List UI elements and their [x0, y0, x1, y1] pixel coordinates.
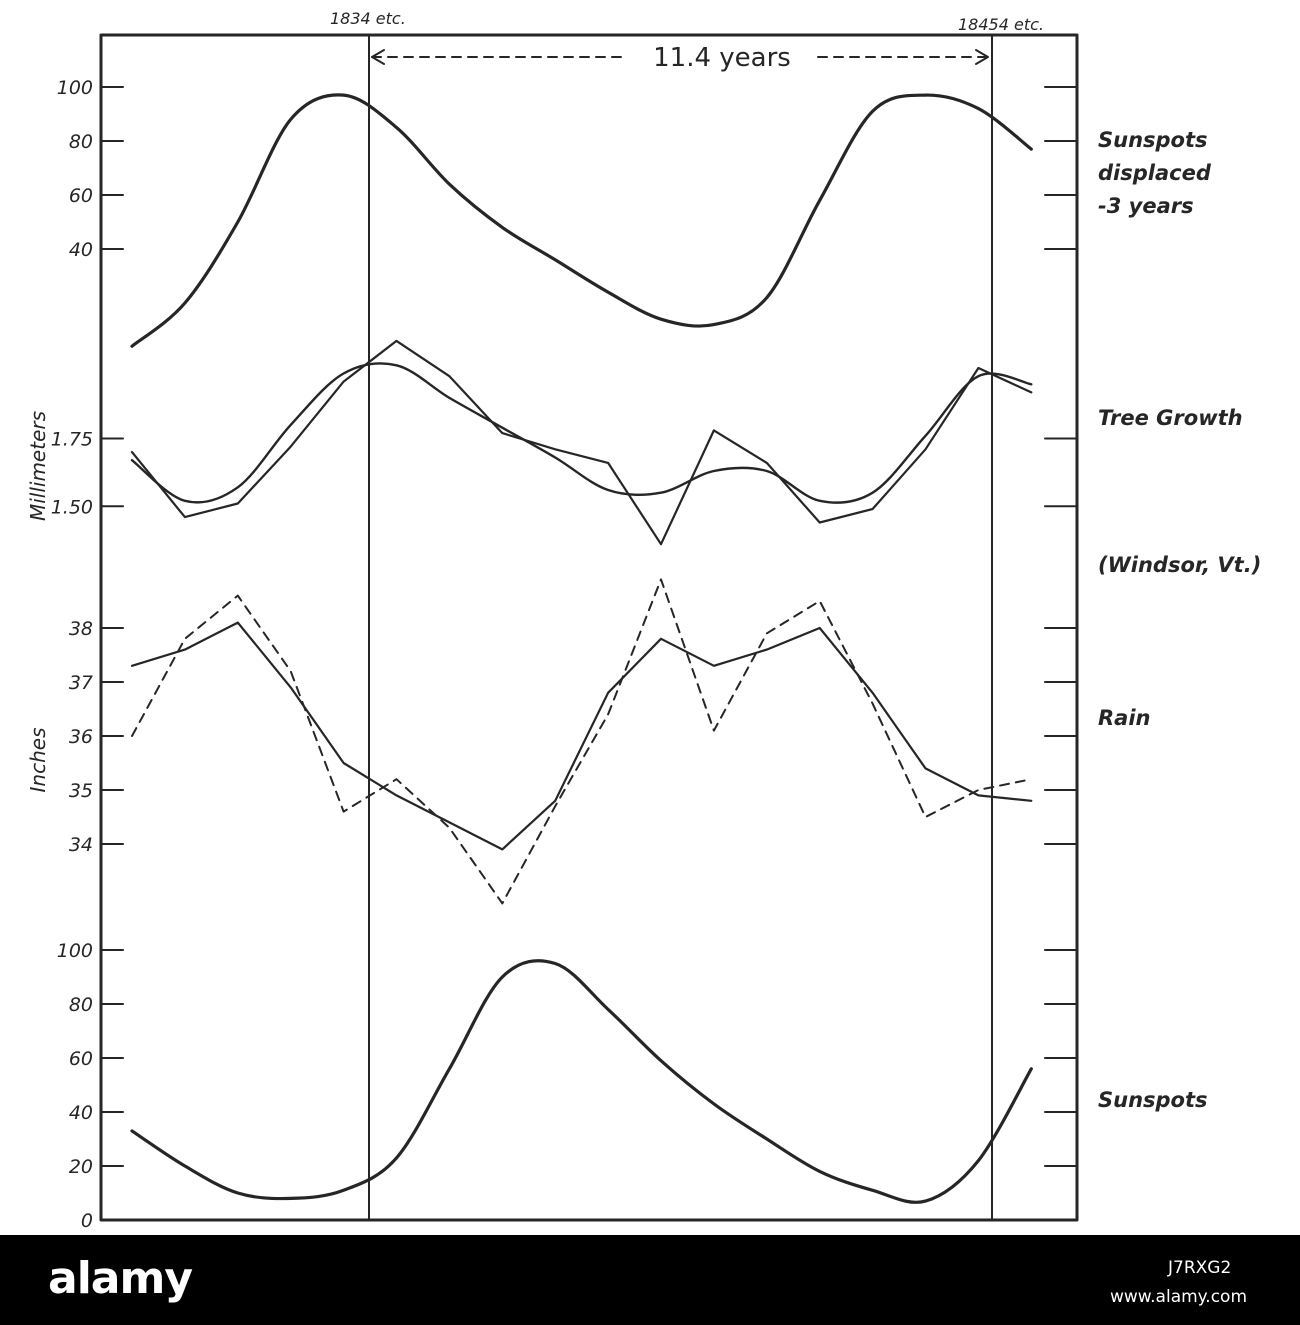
y-tick-label: 37: [68, 672, 93, 694]
series-line-sunspots-displaced-0: [132, 95, 1031, 346]
y-tick-label: 100: [56, 77, 93, 99]
site-url: www.alamy.com: [1110, 1287, 1248, 1307]
series-label: (Windsor, Vt.): [1098, 553, 1262, 577]
series-line-rain-1: [132, 579, 1031, 903]
span-label: 11.4 years: [653, 43, 791, 73]
y-tick-label: 1.50: [50, 496, 93, 519]
y-tick-label: 35: [68, 780, 93, 802]
plot-frame: [101, 35, 1077, 1220]
series-label: Sunspots: [1098, 1088, 1208, 1112]
series-label: -3 years: [1098, 194, 1194, 218]
y-tick-label: 80: [68, 131, 93, 153]
panel-sunspots-displaced: [57, 77, 1212, 346]
watermark-logo: alamy: [48, 1253, 192, 1304]
cycle-label-left: 1834 etc.: [330, 9, 406, 28]
series-label: Sunspots: [1098, 128, 1208, 152]
panel-sunspots: [57, 940, 1208, 1232]
series-label: displaced: [1098, 161, 1211, 185]
y-tick-label: 36: [68, 726, 93, 748]
footer-bar: [0, 1235, 1300, 1325]
image-id: J7RXG2: [1168, 1258, 1232, 1278]
y-tick-label: 1.75: [50, 428, 93, 451]
y-tick-label: 38: [68, 618, 93, 640]
series-line-tree-growth-0: [132, 341, 1031, 544]
y-tick-label: 20: [68, 1156, 93, 1178]
y-tick-label: 0: [80, 1210, 93, 1232]
y-axis-title: Millimeters: [26, 410, 50, 522]
series-label: Tree Growth: [1098, 406, 1243, 430]
y-tick-label: 34: [68, 834, 93, 856]
y-tick-label: 40: [68, 239, 93, 261]
y-axis-title: Inches: [26, 727, 50, 793]
series-line-rain-0: [132, 623, 1031, 850]
y-tick-label: 100: [56, 940, 93, 962]
y-tick-label: 40: [68, 1102, 93, 1124]
panel-rain: [26, 579, 1151, 903]
cycle-label-right: 18454 etc.: [958, 15, 1044, 34]
series-line-sunspots-0: [132, 961, 1031, 1203]
y-tick-label: 60: [68, 1048, 93, 1070]
y-tick-label: 80: [68, 994, 93, 1016]
y-tick-label: 60: [68, 185, 93, 207]
series-label: Rain: [1098, 706, 1151, 730]
